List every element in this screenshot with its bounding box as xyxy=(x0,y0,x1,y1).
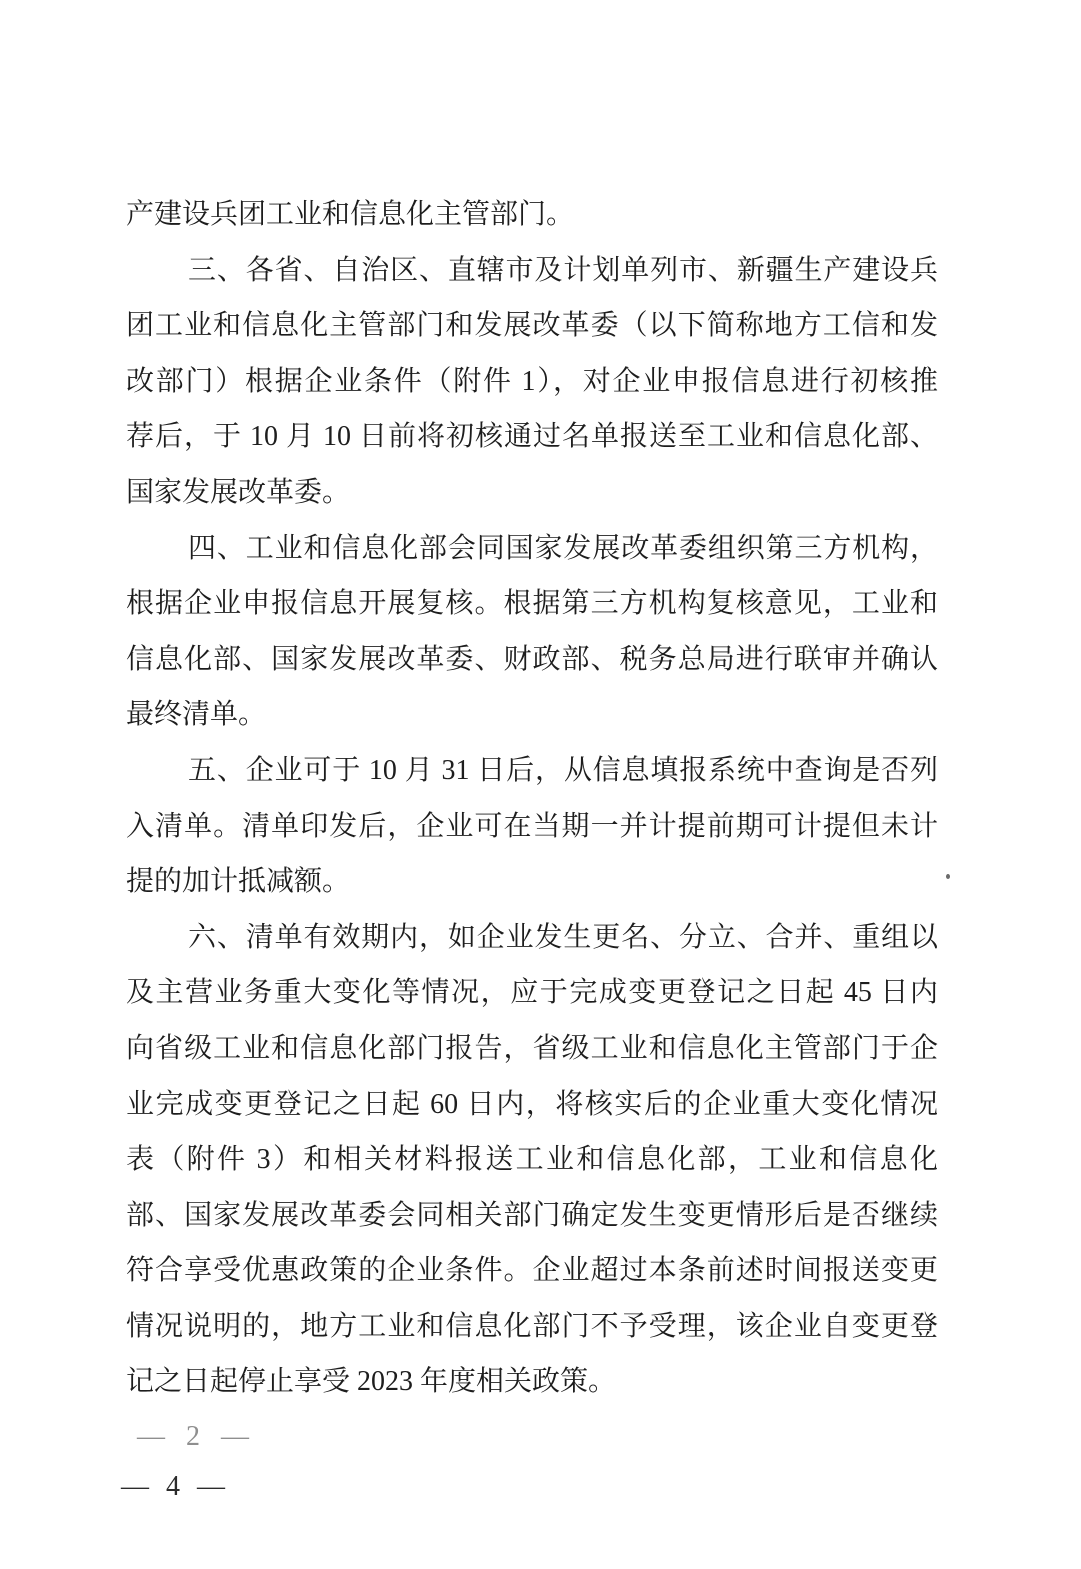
text-line: 最终清单。 xyxy=(126,699,267,731)
ink-speck xyxy=(946,874,950,879)
text-line: 信息化部、国家发展改革委、财政部、税务总局进行联审并确认 xyxy=(126,643,938,675)
text-line: 团工业和信息化主管部门和发展改革委（以下简称地方工信和发 xyxy=(126,310,938,342)
text-line: 提的加计抵减额。 xyxy=(126,866,351,898)
text-line: 及主营业务重大变化等情况，应于完成变更登记之日起 45 日内 xyxy=(126,977,938,1009)
text-line: 六、清单有效期内，如企业发生更名、分立、合并、重组以 xyxy=(188,921,938,953)
text-line: 三、各省、自治区、直辖市及计划单列市、新疆生产建设兵 xyxy=(188,254,938,286)
text-line: 表（附件 3）和相关材料报送工业和信息化部，工业和信息化 xyxy=(126,1144,938,1176)
text-line: 符合享受优惠政策的企业条件。企业超过本条前述时间报送变更 xyxy=(126,1255,938,1287)
text-line: 国家发展改革委。 xyxy=(126,476,351,508)
text-line: 记之日起停止享受 2023 年度相关政策。 xyxy=(126,1366,617,1398)
text-line: 产建设兵团工业和信息化主管部门。 xyxy=(126,199,575,230)
text-line: 荐后，于 10 月 10 日前将初核通过名单报送至工业和信息化部、 xyxy=(126,421,938,453)
text-line: 根据企业申报信息开展复核。根据第三方机构复核意见，工业和 xyxy=(126,588,938,620)
text-line: 入清单。清单印发后，企业可在当期一并计提前期可计提但未计 xyxy=(126,810,938,842)
text-line: 部、国家发展改革委会同相关部门确定发生变更情形后是否继续 xyxy=(126,1199,938,1231)
text-line: 四、工业和信息化部会同国家发展改革委组织第三方机构， xyxy=(188,532,938,564)
text-line: 业完成变更登记之日起 60 日内，将核实后的企业重大变化情况 xyxy=(126,1088,938,1120)
text-line: 改部门）根据企业条件（附件 1），对企业申报信息进行初核推 xyxy=(126,365,938,397)
page-number: — 4 — xyxy=(121,1471,230,1502)
text-line: 五、企业可于 10 月 31 日后，从信息填报系统中查询是否列 xyxy=(188,754,938,786)
text-line: 情况说明的，地方工业和信息化部门不予受理，该企业自变更登 xyxy=(126,1310,938,1342)
document-body xyxy=(126,187,938,1410)
page-number-ghost: — 2 — xyxy=(137,1421,256,1452)
text-line: 向省级工业和信息化部门报告，省级工业和信息化主管部门于企 xyxy=(126,1032,938,1064)
